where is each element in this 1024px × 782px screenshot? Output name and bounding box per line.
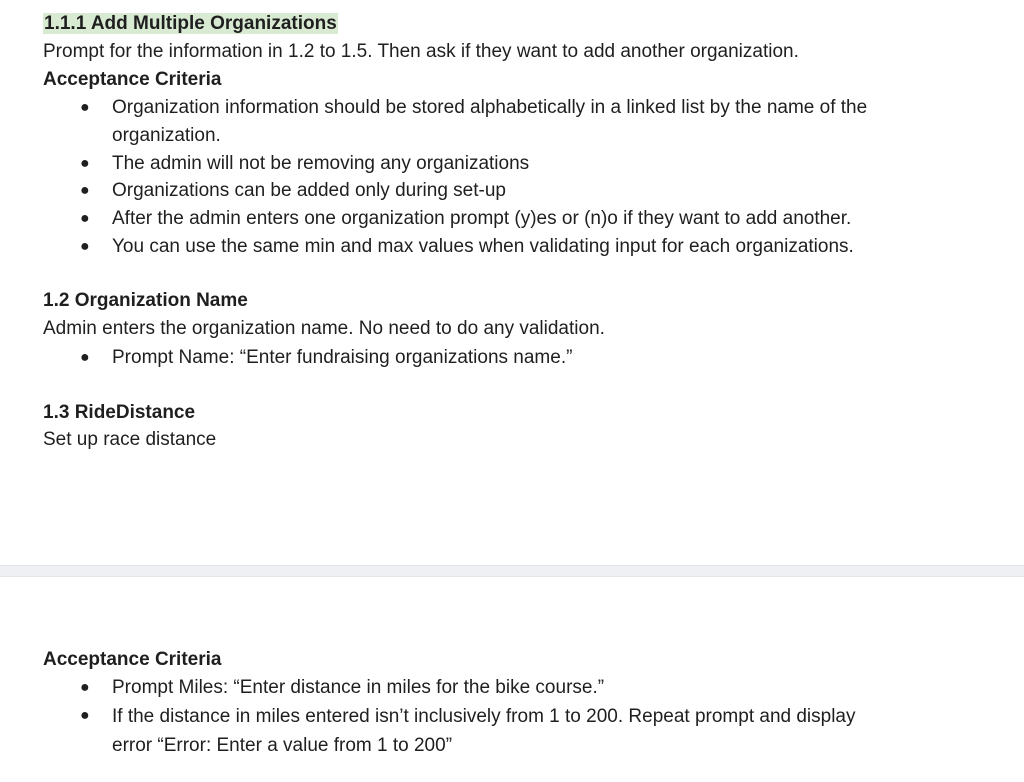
section-intro-1-3: Set up race distance [43, 429, 217, 450]
section-intro-1-1-1: Prompt for the information in 1.2 to 1.5. Then ask if they want to add another organization. [43, 41, 799, 62]
section-heading-1-1-1 [43, 12, 338, 36]
bullet-icon: ● [80, 210, 90, 227]
bullet-list-item [80, 702, 980, 760]
bullet-text: After the admin enters one organization prompt (y)es or (n)o if they want to add another. [112, 208, 852, 229]
bullet-text: You can use the same min and max values when validating input for each organizations. [112, 236, 854, 257]
acceptance-criteria-heading-1: Acceptance Criteria [43, 69, 222, 90]
section-intro-1-2: Admin enters the organization name. No need to do any validation. [43, 318, 605, 339]
document-page-2 [0, 577, 1024, 782]
bullet-icon: ● [80, 679, 90, 696]
bullet-text: Prompt Miles: “Enter distance in miles for the bike course.” [112, 677, 605, 698]
bullet-text: Organizations can be added only during set-up [112, 180, 506, 201]
bullet-icon: ● [80, 707, 90, 724]
acceptance-criteria-heading-2: Acceptance Criteria [43, 649, 222, 670]
heading-highlight: 1.1.1 Add Multiple Organizations [44, 13, 337, 34]
bullet-icon: ● [80, 238, 90, 255]
bullet-text: Prompt Name: “Enter fundraising organizations name.” [112, 347, 573, 368]
bullet-icon: ● [80, 99, 90, 116]
section-heading-1-2: 1.2 Organization Name [43, 290, 248, 311]
bullet-icon: ● [80, 182, 90, 199]
bullet-text: If the distance in miles entered isn’t inclusively from 1 to 200. Repeat prompt and display error “Error: Enter a value from 1 to 200” [112, 706, 856, 756]
bullet-icon: ● [80, 155, 90, 172]
section-heading-1-3: 1.3 RideDistance [43, 402, 196, 423]
bullet-text: Organization information should be stored alphabetically in a linked list by the name of the organization. [112, 97, 868, 146]
page-break [0, 565, 1024, 577]
bullet-icon: ● [80, 349, 90, 366]
bullet-text: The admin will not be removing any organizations [112, 153, 530, 174]
bullet-list-item [80, 94, 980, 150]
